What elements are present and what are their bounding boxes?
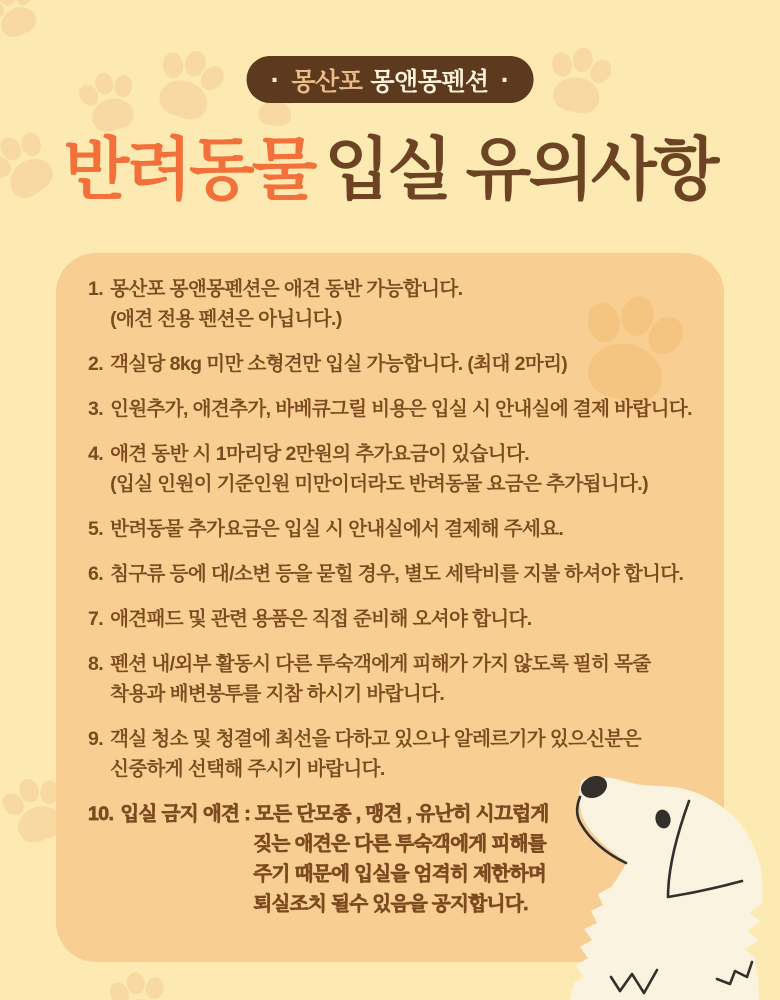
item-number: 7. — [88, 608, 104, 630]
item-number: 4. — [88, 443, 104, 465]
notice-item — [88, 649, 728, 709]
page-title — [0, 128, 780, 213]
item-line: 착용과 배변봉투를 지참 하시기 바랍니다. — [110, 683, 445, 705]
notice-item — [88, 724, 728, 784]
item-line: (애견 전용 펜션은 아닙니다.) — [110, 308, 342, 330]
item-line: 입실 금지 애견 : 모든 단모종 , 맹견 , 유난히 시끄럽게 — [120, 803, 549, 825]
item-line: 짖는 애견은 다른 투숙객에게 피해를 — [253, 833, 547, 855]
badge-pension-name: 몽앤몽펜션 — [370, 67, 489, 96]
paw-print-icon — [96, 956, 180, 1000]
item-line: 객실당 8kg 미만 소형견만 입실 가능합니다. (최대 2마리) — [110, 353, 568, 375]
item-number: 1. — [88, 278, 104, 300]
notice-item — [88, 274, 728, 334]
notice-item — [88, 799, 728, 919]
item-line: 주기 때문에 입실을 엄격히 제한하며 — [253, 863, 547, 885]
item-number: 8. — [88, 653, 104, 675]
notice-item — [88, 349, 728, 379]
item-number: 9. — [88, 728, 104, 750]
item-number: 5. — [88, 518, 104, 540]
notice-item — [88, 514, 728, 544]
item-line: 애견 동반 시 1마리당 2만원의 추가요금이 있습니다. — [110, 443, 530, 465]
badge-location: 몽산포 — [291, 67, 363, 96]
item-line: (입실 인원이 기준인원 미만이더라도 반려동물 요금은 추가됩니다.) — [110, 473, 648, 495]
notice-item — [88, 394, 728, 424]
badge-dot-left: · — [270, 63, 280, 95]
notice-item — [88, 439, 728, 499]
item-line: 퇴실조치 될수 있음을 공지합니다. — [253, 893, 528, 915]
dog-chest-fur-line — [611, 970, 657, 993]
paw-print-icon — [0, 0, 55, 51]
badge-dot-right: · — [500, 63, 510, 95]
pension-badge — [247, 56, 534, 103]
paw-print-icon — [533, 29, 628, 124]
item-line: 펜션 내/외부 활동시 다른 투숙객에게 피해가 가지 않도록 필히 목줄 — [110, 653, 651, 675]
item-line: 몽산포 몽앤몽펜션은 애견 동반 가능합니다. — [110, 278, 463, 300]
notice-item — [88, 604, 728, 634]
title-main: 입실 유의사항 — [324, 132, 717, 208]
item-line: 객실 청소 및 청결에 최선을 다하고 있으나 알레르기가 있으신분은 — [110, 728, 642, 750]
title-accent: 반려동물 — [63, 132, 315, 208]
item-line: 애견패드 및 관련 용품은 직접 준비해 오셔야 합니다. — [110, 608, 532, 630]
item-number: 2. — [88, 353, 104, 375]
paw-print-icon — [136, 26, 244, 134]
item-line: 신중하게 선택해 주시기 바랍니다. — [110, 758, 385, 780]
item-number: 3. — [88, 398, 104, 420]
item-line: 반려동물 추가요금은 입실 시 안내실에서 결제해 주세요. — [110, 518, 564, 540]
notice-item — [88, 559, 728, 589]
notice-list — [88, 274, 728, 934]
item-number: 6. — [88, 563, 104, 585]
dog-shoulder-fur-line — [717, 962, 752, 984]
item-line: 침구류 등에 대/소변 등을 묻힐 경우, 별도 세탁비를 지불 하셔야 합니다. — [110, 563, 684, 585]
item-line: 인원추가, 애견추가, 바베큐그릴 비용은 입실 시 안내실에 결제 바랍니다. — [110, 398, 692, 420]
item-number: 10. — [88, 803, 114, 825]
